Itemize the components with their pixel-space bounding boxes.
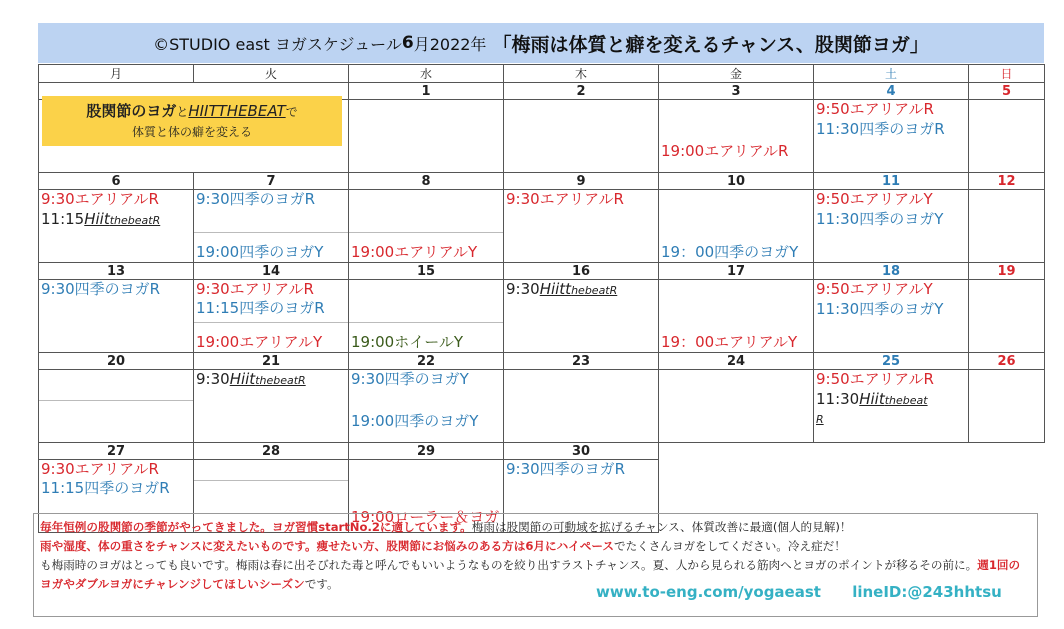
event [816, 390, 968, 410]
day-number: 13 [39, 263, 194, 280]
day-cell [814, 370, 969, 443]
weekday-row [39, 65, 1045, 83]
event [41, 210, 193, 230]
day-number: 7 [194, 173, 349, 190]
day-number: 4 [814, 83, 969, 100]
event-row [39, 190, 1045, 263]
day-cell [814, 100, 969, 173]
blank [659, 443, 814, 460]
event: 11:30四季のヨガY [816, 300, 944, 318]
day-cell [969, 370, 1045, 443]
day-cell [194, 190, 349, 263]
date-row [39, 173, 1045, 190]
event: 19:00エアリアルY [351, 243, 478, 261]
promo-text: と [176, 105, 189, 119]
title-month: 6 [401, 33, 414, 53]
day-cell [349, 370, 504, 443]
title-prefix: ©STUDIO east ヨガスケジュール [153, 34, 402, 54]
day-cell [814, 280, 969, 353]
note-text: です。 [304, 577, 339, 591]
day-number: 6 [39, 173, 194, 190]
day-cell [504, 280, 659, 353]
divider [194, 480, 348, 481]
day-number: 23 [504, 353, 659, 370]
divider [349, 232, 503, 233]
promo-subline: 体質と体の癖を変える [131, 125, 252, 139]
event: 9:30四季のヨガY [351, 370, 469, 388]
event: 11:15四季のヨガR [196, 299, 325, 317]
weekday-wed: 水 [349, 65, 504, 83]
note-text: 梅雨は股関節の可動域を拡げるチャンス、体質改善に最適(個人的見解)！ [471, 520, 852, 534]
promo-text: 股関節のヨガ [86, 102, 177, 120]
event-continuation: R [816, 413, 824, 426]
event [196, 370, 348, 390]
event-hiit: Hiit [859, 390, 885, 408]
event: 19:00エアリアルY [196, 333, 323, 351]
weekday-thu: 木 [504, 65, 659, 83]
event: 19：00四季のヨガY [661, 243, 799, 261]
day-cell [659, 100, 814, 173]
day-cell [349, 100, 504, 173]
promo-banner [42, 96, 342, 146]
notes-box [33, 513, 1038, 617]
event: 11:30四季のヨガY [816, 210, 944, 228]
day-number: 12 [969, 173, 1045, 190]
promo-headline [42, 100, 342, 121]
day-number: 30 [504, 443, 659, 460]
weekday-sun: 日 [969, 65, 1045, 83]
day-cell [659, 370, 814, 443]
note-text: 雨や湿度、体の重さをチャンスに変えたいものです。痩せたい方、股関節にお悩みのある方は6月にハイペース [40, 539, 614, 553]
event: 9:30エアリアルR [506, 190, 624, 208]
day-number: 2 [504, 83, 659, 100]
day-number: 24 [659, 353, 814, 370]
line-id: lineID:@243hhtsu [852, 583, 1002, 601]
note-text: でたくさんヨガをしてください。冷え症だ！ [613, 539, 846, 553]
event: 19:00ローラー＆ヨガ [351, 508, 500, 526]
event-time: 11:15 [41, 210, 85, 228]
event-row [39, 280, 1045, 353]
day-number: 21 [194, 353, 349, 370]
day-cell [969, 280, 1045, 353]
day-number: 28 [194, 443, 349, 460]
day-cell [194, 370, 349, 443]
day-cell [349, 190, 504, 263]
day-number: 19 [969, 263, 1045, 280]
divider [194, 322, 348, 323]
note-text: 毎年恒例の股関節の季節がやってきました。ヨガ習慣startNo.2に適しています。 [40, 520, 472, 534]
day-number: 29 [349, 443, 504, 460]
date-row [39, 443, 1045, 460]
day-cell [814, 190, 969, 263]
website-link[interactable]: www.to-eng.com/yogaeast [596, 583, 821, 601]
day-cell [659, 190, 814, 263]
event-hiit-suffix: thebeat [884, 394, 928, 407]
contact-footer [596, 583, 1002, 601]
day-number: 9 [504, 173, 659, 190]
event-time: 11:30 [816, 390, 860, 408]
divider [349, 322, 503, 323]
event-hiit-suffix: thebeatR [255, 374, 306, 387]
event-hiit-suffix: hebeatR [571, 284, 618, 297]
day-number: 3 [659, 83, 814, 100]
day-number: 10 [659, 173, 814, 190]
schedule-title [38, 23, 1044, 63]
day-number: 1 [349, 83, 504, 100]
event [506, 280, 658, 300]
promo-hiit: HIITTHEBEAT [188, 102, 286, 120]
day-cell [194, 280, 349, 353]
day-number: 25 [814, 353, 969, 370]
blank [969, 443, 1045, 460]
day-cell [504, 100, 659, 173]
event: 9:50エアリアルR [816, 100, 934, 118]
day-number: 22 [349, 353, 504, 370]
event: 9:50エアリアルY [816, 280, 933, 298]
event-time: 9:30 [196, 370, 230, 388]
day-cell [349, 280, 504, 353]
day-cell [504, 370, 659, 443]
day-number: 16 [504, 263, 659, 280]
event: 19:00ホイールY [351, 333, 464, 351]
event: 9:30四季のヨガR [41, 280, 161, 298]
event: 9:30エアリアルR [41, 190, 159, 208]
day-cell [39, 370, 194, 443]
event: 9:30エアリアルR [41, 460, 159, 478]
promo-text: で [285, 105, 298, 119]
day-cell [969, 190, 1045, 263]
day-number: 17 [659, 263, 814, 280]
day-cell [659, 280, 814, 353]
day-number: 15 [349, 263, 504, 280]
event: 11:15四季のヨガR [41, 479, 170, 497]
note-text: 週1回のヨガやダブルヨガにチャレンジしてほしいシーズン [40, 558, 1021, 591]
day-number: 5 [969, 83, 1045, 100]
day-number: 14 [194, 263, 349, 280]
note-text: も梅雨時のヨガはとっても良いです。梅雨は春に出そびれた毒と呼んでもいいようなものを絞り出すラストチャンス。夏、人から見られる筋肉へとヨガのポイントが移るその前に。 [40, 558, 978, 572]
blank [814, 443, 969, 460]
event: 19:00エアリアルR [661, 142, 789, 160]
event: 9:30四季のヨガR [506, 460, 626, 478]
event-time: 9:30 [506, 280, 540, 298]
day-number: 11 [814, 173, 969, 190]
day-cell [39, 280, 194, 353]
weekday-fri: 金 [659, 65, 814, 83]
day-number: 27 [39, 443, 194, 460]
weekday-tue: 火 [194, 65, 349, 83]
event: 19：00エアリアルY [661, 333, 798, 351]
day-number: 8 [349, 173, 504, 190]
event: 19:00四季のヨガY [351, 412, 479, 430]
divider [194, 232, 348, 233]
weekday-mon: 月 [39, 65, 194, 83]
event: 9:50エアリアルR [816, 370, 934, 388]
event-hiit: Hiit [229, 370, 256, 388]
event: 9:50エアリアルY [816, 190, 933, 208]
date-row [39, 263, 1045, 280]
weekday-sat: 土 [814, 65, 969, 83]
day-cell [39, 190, 194, 263]
event: 19:00四季のヨガY [196, 243, 324, 261]
day-cell [504, 190, 659, 263]
title-year: 月2022年 [413, 34, 487, 54]
day-number: 20 [39, 353, 194, 370]
day-number: 18 [814, 263, 969, 280]
event-row [39, 370, 1045, 443]
event-hiit: Hiit [84, 210, 110, 228]
divider [39, 400, 193, 401]
date-row [39, 353, 1045, 370]
day-number: 26 [969, 353, 1045, 370]
event: 9:30エアリアルR [196, 280, 314, 298]
event-hiit-suffix: thebeatR [109, 214, 161, 227]
event: 9:30四季のヨガR [196, 190, 316, 208]
event-hiit: Hiitt [539, 280, 572, 298]
title-headline: 「梅雨は体質と癖を変えるチャンス、股関節ヨガ」 [492, 33, 929, 56]
event: 11:30四季のヨガR [816, 120, 945, 138]
day-cell [969, 100, 1045, 173]
